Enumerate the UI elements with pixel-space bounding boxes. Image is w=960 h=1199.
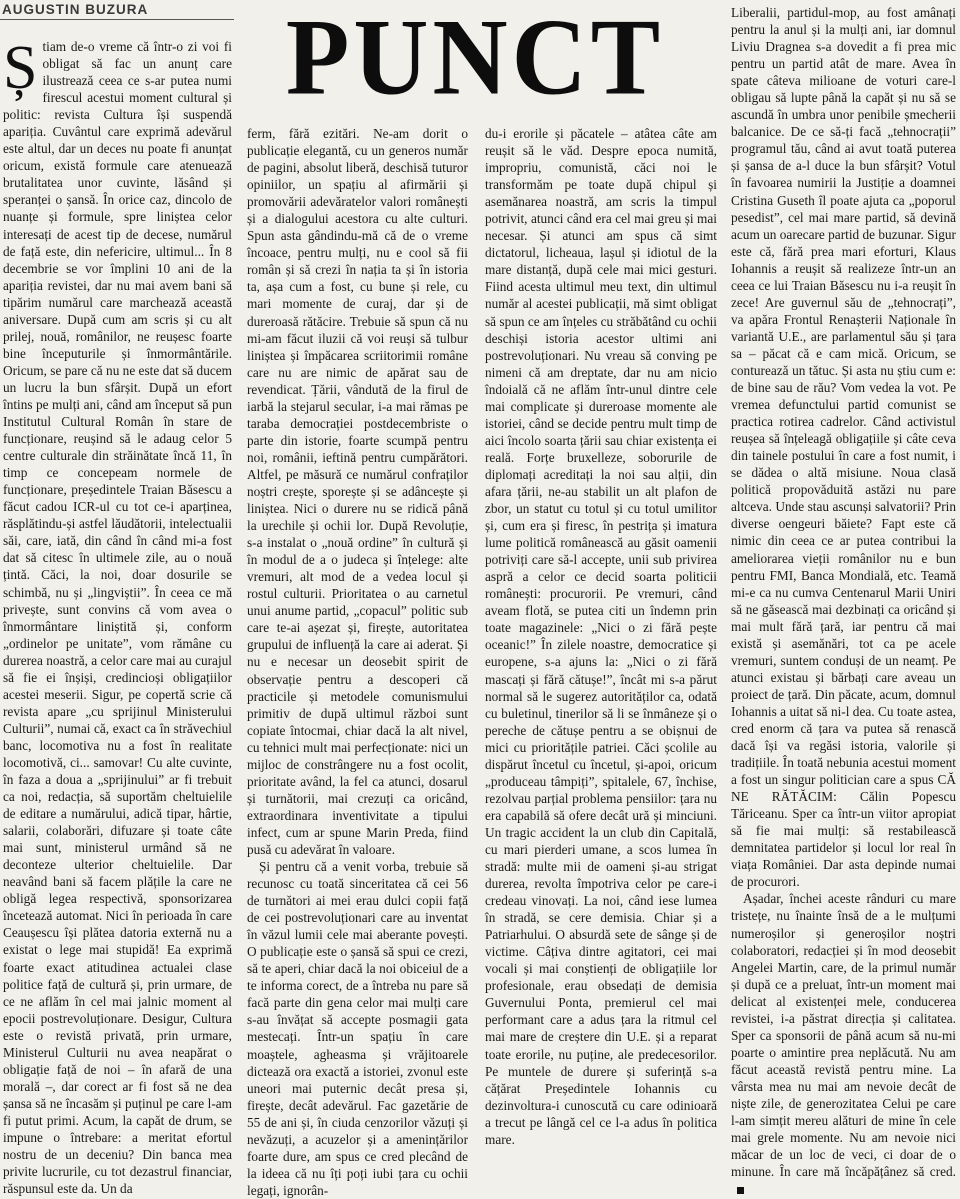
article-column-3	[485, 125, 717, 1147]
article-column-4	[731, 4, 956, 1180]
article-column-2	[247, 125, 468, 1198]
column-1-paragraph-1	[3, 34, 232, 1197]
column-2-paragraph-2: Și pentru că a venit vorba, trebuie să recunosc cu toată sinceritatea că cei 56 de turnători ai mei erau dulci copii față de cei postrevoluționari care au inventat în văzul lumii cele mai aberante povești. O publicație este o șansă să spui ce crezi, să te aperi, chiar dacă la noi obiceiul de a te informa corect, de a întreba nu pare să facă parte din gena celor mai mulți care s-au învățat să accepte posmagii gata mestecați. Într-un spațiu în care moaștele, agheasma și vrăjitoarele dictează ora exactă a istoriei, zvonul este uneori mai puternic decât presa și, firește, decât adevărul. Fac gazetărie de 55 de ani și, în ciuda cenzorilor văzuți și nevăzuți, a acuzelor și a amenințărilor foarte dure, am spus ce cred plecând de la ideea că nu îți poți iubi țara cu ochii legați, ignorân-	[247, 859, 468, 1198]
end-of-article-mark	[737, 1187, 744, 1194]
column-4-paragraph-2	[731, 890, 956, 1197]
column-4-paragraph-1: Liberalii, partidul-mop, au fost amânați pentru la anul și la mulți ani, iar domnul Liviu Dragnea s-a dovedit a fi prea mic pentru un partid atât de mare. Avea în spate câteva milioane de voturi care-l obligau să lupte până la capăt și nu să se ascundă în umbra unor penibile șmecherii balcanice. De ce să-ți facă „tehnocrații” programul tău, când ai avut toată puterea și șansa de a-l duce la bun sfârșit? Votul în favoarea numirii la Justiție a doamnei Cristina Guseth îl poate ajuta ca „poporul pesedist”, cel mai mare partid, să devină acum un oarecare partid de buzunar. Sigur este că, fără prea mari eforturi, Klaus Iohannis a reușit să realizeze într-un an ceea ce lui Traian Băsescu nu i-a reușit în zece! Are guvernul său de „tehnocrați”, va apăra Frontul Renașterii Naționale în variantă U.E., are parlamentul său și țara sa – păcat că e cam mică. Oricum, se conturează un tătuc. Și asta nu știu cum e: de bine sau de rău? Vom vedea la vot. Pe vremea defunctului partid comunist se practica rotirea cadrelor. Când activistul reușea să înțeleagă obligațiile și câte ceva din tainele postului în care a fost numit, i se dădea o altă misiune. Noua clasă politică propovăduită astăzi nu pare altceva. Unde stau ascunși salvatorii? Prin diverse oengeuri băiete? Fapt este că nimic din ceea ce ar putea contribui la ameliorarea vieții românilor nu e bun pentru FMI, Banca Mondială, etc. Teamă mi-e ca nu cumva Centenarul Marii Uniri să ne găsească mai dezbinați ca oricând și mai mult fără țară, iar pentru că mai există și asemănări, tot ca pe acele vremuri, suntem conduși de un neamț. Pe atunci existau și bărbați care aveau un proiect de țară. Din păcate, acum, domnul Iohannis a uitat să ni-l dea. Cu toate astea, cred enorm că țara va putea să renască dacă își va regăsi istoria, valorile și tradițiile. În toată nebunia acestui moment a fost un singur politician care a spus CĂ NE RĂTĂCIM: Călin Popescu Tăriceanu. Sper ca într-un viitor apropiat să fie mai mulți: să restabilească demnitatea partidelor și locul lor real în viața României. Dar asta depinde numai de procurori.	[731, 5, 956, 890]
author-byline: AUGUSTIN BUZURA	[0, 0, 234, 20]
paragraph-text: Așadar, închei aceste rânduri cu mare tristețe, nu înainte însă de a le mulțumi numeroșilor și generoșilor noștri colaboratori, redacției și în mod deosebit Angelei Martin, care, de la primul număr și după ce a preluat, într-un moment mai delicat al existenței mele, conducerea revistei, i-a păstrat direcția și calitatea. Sper ca sponsorii de până acum să nu-mi poarte o amintire prea neplăcută. Nu am făcut această revistă pentru mine. La vârsta mea nu mai am nevoie decât de niște zile, de generozitatea Celui pe care l-am simțit mereu alături de mine în cele mai grele momente. Nu am nevoie nici măcar de un loc de veci, ci doar de o minune. În care mă încăpățânez să cred.	[731, 891, 956, 1180]
paragraph-text: tiam de-o vreme că într-o zi voi fi obligat să fac un anunț care ilustrează ceea ce s-ar putea numi firescul acestui moment cultural și politic: revista Cultura își suspendă apariția. Cuvântul care exprimă adevărul este altul, dar un deces nu poate fi anunțat oricum, există formule care atenuează brutalitatea unor cuvinte, lăsând și speranței o șansă. În orice caz, dincolo de nuanțe și formule, spre liniștea celor interesați de acest tip de decese, numărul de față este, din nefericire, ultimul... În 8 decembrie se vor împlini 10 ani de la apariția revistei, dar nu mai avem bani să tipărim numărul care marchează această aniversare. După cum am scris și cu alt prilej, nouă, românilor, ne reușesc foarte bine începuturile și înmormântările. Oricum, se pare că nu ne este dat să ducem un lucru la bun sfârșit. După un efort întins pe mulți ani, când am început să pun Institutul Cultural Român în stare de funcționare, reușind să le adaug celor 5 centre culturale din străinătate încă 11, în timp ce concepeam normele de funcționare, președintele Traian Băsescu a făcut cadou ICR-ul cu tot ce-i aparținea, răsplătindu-și astfel lăudătorii, intelectualii săi, care, iată, din când în când mi-a fost dat să citesc în ultimele zile, au o nouă țintă. Căci, la noi, doar dosurile se schimbă, nu și „lingviștii”. În ceea ce mă privește, sunt convins că vom avea o înmormântare liniștită și, conform „ordinelor pe unitate”, vom rămâne cu durerea noastră, a celor care mai au curajul să fie ei înșiși, credincioși obligațiilor acestei meserii. Sigur, pe copertă scrie că revista apare „cu sprijinul Ministerului Culturii”, numai că, exact ca în străvechiul banc, locomotiva nu a fost în realitate locomotivă, ci... samovar! Cu alte cuvinte, în faza a doua a „sprijinului” ar fi trebuit ca noi, redacția, să suportăm cheltuielile de editare a numărului, adică tipar, hârtie, salarii, colaborări, difuzare și toate câte mai sunt, ministerul urmând să ne deconteze ulterior cheltuielile. Dar neavând bani să facem plățile la care ne obligă legea respectivă, sponsorizarea încetează automat. Nici în perioada în care Ceaușescu își plătea datoria externă nu a existat o lege mai stupidă! Ea exprimă foarte exact atitudinea actualei clase politice față de cultură și, prin urmare, de ce ne aflăm în cel mai jalnic moment al epocii postrevoluționare. Desigur, Cultura este o revistă privată, prin urmare, Ministerul Culturii nu avea neapărat o obligație față de noi – în afară de una morală –, dar corect ar fi fost să ne dea șansa să ne încasăm și puținul pe care l-am fi putut primi. Acum, la capăt de drum, se impune o întrebare: a meritat efortul nostru de un deceniu? Din banca mea privite lucrurile, cu tot dezastrul financiar, răspunsul este da. Un da	[3, 39, 232, 1197]
article-column-1	[3, 34, 232, 1197]
article-headline: PUNCT	[285, 0, 665, 118]
column-2-paragraph-1: ferm, fără ezitări. Ne-am dorit o publicație elegantă, cu un generos număr de pagini, absolut liberă, deschisă tuturor opiniilor, un spațiu al afirmării și promovării adevăratelor valori românești și a dialogului acestora cu alte culturi. Spun asta gândindu-mă că de o vreme încoace, pentru mulți, nu e cool să fii român și să crezi în nația ta și în istoria ta, așa cum a fost, cu bune și rele, cu mari momente de curaj, dar și de dureroasă rătăcire. Trebuie să spun că nu mi-am făcut iluzii că voi reuși să tulbur liniștea și împăcarea scriitorimii române care nu are nimic de apărat sau de revendicat. Țării, vândută de la firul de iarbă la stejarul secular, i-a mai rămas pe taraba democrației postdecembriste o parte din istorie, foarte scumpă pentru noi, românii, ieftină pentru cumpărători. Altfel, pe măsură ce numărul confraților noștri crește, sporește și se adâncește și liniștea. Nici o durere nu se ridică până la urechile și ochii lor. După Revoluție, s-a instalat o „nouă ordine” în cultură și în modul de a o judeca și înțelege: alte vremuri, alt mod de a vedea locul și rostul culturii. Prioritatea o au carnetul unui anume partid, „copacul” politic sub care te-ai așezat și, firește, autoritatea grupului de influență la care ai aderat. Și nu e necesar un deosebit spirit de observație pentru a descoperi că practicile și metodele comunismului primitiv de după ultimul război sunt copiate întocmai, chiar dacă la alt nivel, cu tehnici mult mai perfecționate: nici un mijloc de constrângere nu a fost ocolit, prioritate având, la fel ca atunci, dosarul și turnătorii, mai crezuți ca oricând, extraordinara inventivitate a tipului infect, cum ar spune Marin Preda, fiind pusă cu adevărat în valoare.	[247, 126, 468, 857]
drop-cap: Ș	[3, 34, 38, 102]
column-3-paragraph-1: du-i erorile și păcatele – atâtea câte am reușit să le văd. Despre epoca numită, impropriu, comunistă, căci noi le transformăm pe toate după chipul și asemănarea noastră, am scris la timpul potrivit, atunci când era cel mai greu și mai necesar. Și atunci am spus că simt dictatorul, licheaua, lașul și idiotul de la mare distanță, după cele mai mici gesturi. Fiind acesta ultimul meu text, din ultimul număr al acestei publicații, mă simt obligat să spun ce am înțeles cu străbătând cu ochii deschiși istoria acestor ultimi ani postrevoluționari. Nu vreau să conving pe nimeni că am dreptate, dar nu am nicio îndoială că ne aflăm într-unul dintre cele mai complicate și dureroase momente ale istoriei, când se decide pentru mult timp de aici încolo soarta țării sau chiar existența ei reală. Forțe bruxelleze, soborurile de diplomați acreditați la noi sau alții, din afara țării, ne-au stabilit un alt plafon de zbor, un statut cu totul și cu totul umilitor și, cum era și firesc, în pestrița și imatura lume politică românească au găsit oamenii potriviți care să-l accepte, unii sub privirea aspră a celor ce decid soarta politicii românești: procurorii. Pe vremuri, când aveam flotă, se putea citi un îndemn prin toate magazinele: „Nici o zi fără pește oceanic!” În zilele noastre, democratice și europene, s-a ajuns la: „Nici o zi fără mascați și fără cătușe!”, încât mi s-a părut normal să le sugerez autorităților ca, odată cu buletinul, tinerilor să li se înmâneze și o pereche de cătușe pentru a se obișnui de mici cu prioritățile patriei. Căci școlile au dispărut încetul cu încetul, și-apoi, oricum „produceau tâmpiți”, spitalele, 67, închise, rezolvau parțial problema pensiilor: țara nu era capabilă să ofere decât ură și minciuni. Un tragic accident la un club din Capitală, cu mari pierderi umane, a scos lumea în stradă: multe mii de oameni și-au strigat durerea, revolta împotriva celor pe care-i credeau vinovați. La noi, când iese lumea în stradă, se cere demisia. Chiar și a Patriarhului. O absurdă sete de sânge și de victime. Câțiva dintre agitatori, cei mai vocali și mai conștienți de obligațiile lor profesionale, erau obsedați de demisia Guvernului Ponta, premierul cel mai performant care a adus țara la ritmul cel mai mare de creștere din U.E. și a reparat toate erorile, nu puține, ale predecesorilor. Pe muntele de durere și suferință s-a cățărat Președintele Iohannis cu dezinvoltura-i cunoscută cu care odinioară a trecut pe lângă cel ce l-a adus în politica mare.	[485, 126, 717, 1147]
